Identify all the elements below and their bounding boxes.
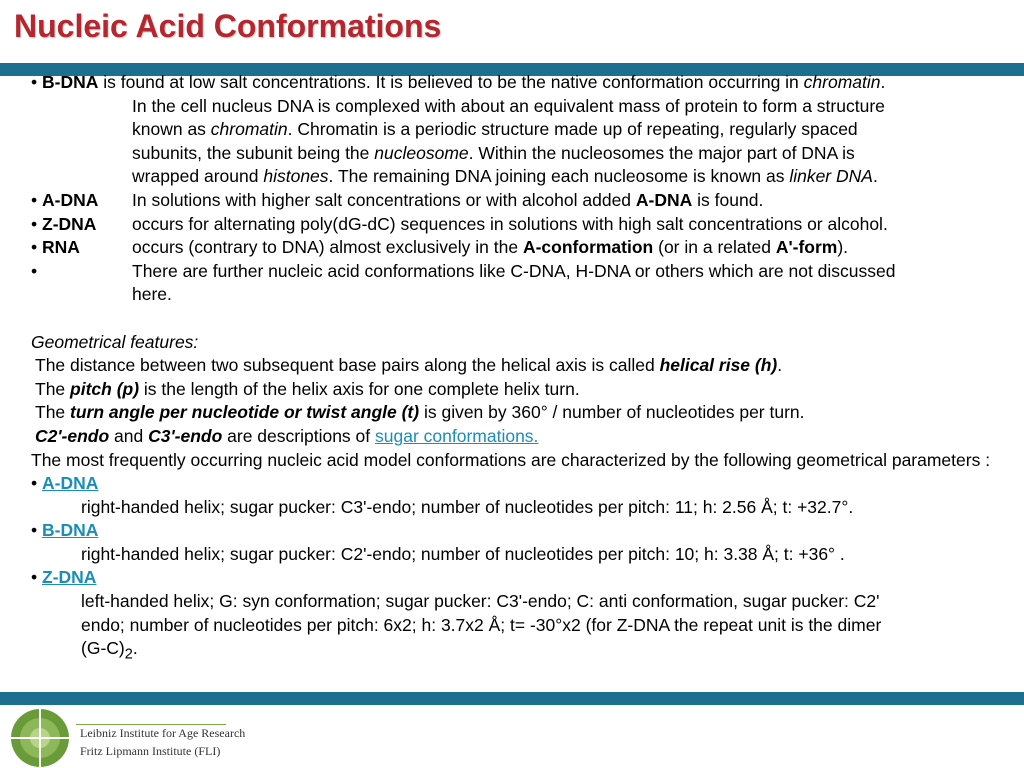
adna-line: • A-DNA In solutions with higher salt concentrations or with alcohol added A-DNA is found. bbox=[31, 189, 764, 210]
other-line-1: • There are further nucleic acid conformations like C-DNA, H-DNA or others which are not discussed bbox=[31, 260, 896, 281]
param-zdna-desc-2: endo; number of nucleotides per pitch: 6x2; h: 3.7x2 Å; t= -30°x2 (for Z-DNA the repeat unit is the dimer bbox=[81, 614, 882, 635]
zdna-link[interactable]: Z-DNA bbox=[42, 567, 97, 588]
geo-heading: Geometrical features: bbox=[31, 331, 199, 352]
bdna-line-5: wrapped around histones. The remaining DNA joining each nucleosome is known as linker DNA. bbox=[132, 166, 878, 187]
rna-term: RNA bbox=[42, 237, 80, 258]
rna-line: • RNA occurs (contrary to DNA) almost exclusively in the A-conformation (or in a related A'-form). bbox=[31, 237, 849, 258]
param-adna-desc: right-handed helix; sugar pucker: C3'-endo; number of nucleotides per pitch: 11; h: 2.56 Å; t: +32.7°. bbox=[81, 496, 854, 517]
fli-logo-icon bbox=[10, 708, 70, 768]
footer-org-name: Leibniz Institute for Age Research bbox=[80, 726, 246, 740]
bottom-divider-bar bbox=[0, 692, 1024, 705]
sugar-conformations-link[interactable]: sugar conformations. bbox=[375, 425, 539, 446]
param-zdna-head: • Z-DNA bbox=[31, 567, 97, 588]
bdna-line-4: subunits, the subunit being the nucleosome. Within the nucleosomes the major part of DNA is bbox=[132, 142, 855, 163]
param-bdna-desc: right-handed helix; sugar pucker: C2'-endo; number of nucleotides per pitch: 10; h: 3.38 Å; t: +36° . bbox=[81, 543, 845, 564]
param-zdna-desc-3: $(G-C)_2$. bbox=[81, 638, 138, 663]
params-intro: The most frequently occurring nucleic acid model conformations are characterized by the following geometrical parameters : bbox=[31, 449, 991, 470]
geo-twist: The turn angle per nucleotide or twist angle (t) is given by 360° / number of nucleotides per turn. bbox=[35, 402, 805, 423]
slide-title: Nucleic Acid Conformations bbox=[14, 8, 442, 44]
slide-body bbox=[31, 71, 1006, 661]
bdna-line-2: In the cell nucleus DNA is complexed with about an equivalent mass of protein to form a structure bbox=[132, 95, 885, 116]
param-zdna-desc-1: left-handed helix; G: syn conformation; sugar pucker: C3'-endo; C: anti conformation, sugar pucker: C2' bbox=[81, 591, 880, 612]
bdna-link[interactable]: B-DNA bbox=[42, 520, 99, 541]
bdna-term: B-DNA bbox=[42, 72, 99, 92]
zdna-term: Z-DNA bbox=[42, 213, 97, 234]
adna-link[interactable]: A-DNA bbox=[42, 473, 99, 494]
adna-term: A-DNA bbox=[42, 189, 99, 210]
geo-rise: The distance between two subsequent base pairs along the helical axis is called helical rise (h). bbox=[35, 355, 783, 376]
other-line-2: here. bbox=[132, 284, 172, 305]
geo-pitch: The pitch (p) is the length of the helix axis for one complete helix turn. bbox=[35, 378, 580, 399]
footer-separator bbox=[76, 724, 226, 725]
zdna-line: • Z-DNA occurs for alternating poly(dG-dC) sequences in solutions with high salt concentrations or alcohol. bbox=[31, 213, 888, 234]
footer-logo bbox=[10, 708, 310, 768]
bdna-line-1: • B-DNA is found at low salt concentrations. It is believed to be the native conformation occurring in chromatin. bbox=[31, 72, 886, 92]
param-adna-head: • A-DNA bbox=[31, 473, 99, 494]
geo-sugar: C2'-endo and C3'-endo are descriptions of sugar conformations. bbox=[35, 425, 539, 446]
bdna-line-3: known as chromatin. Chromatin is a periodic structure made up of repeating, regularly spaced bbox=[132, 119, 858, 140]
footer-org-subname: Fritz Lipmann Institute (FLI) bbox=[80, 744, 221, 758]
param-bdna-head: • B-DNA bbox=[31, 520, 99, 541]
